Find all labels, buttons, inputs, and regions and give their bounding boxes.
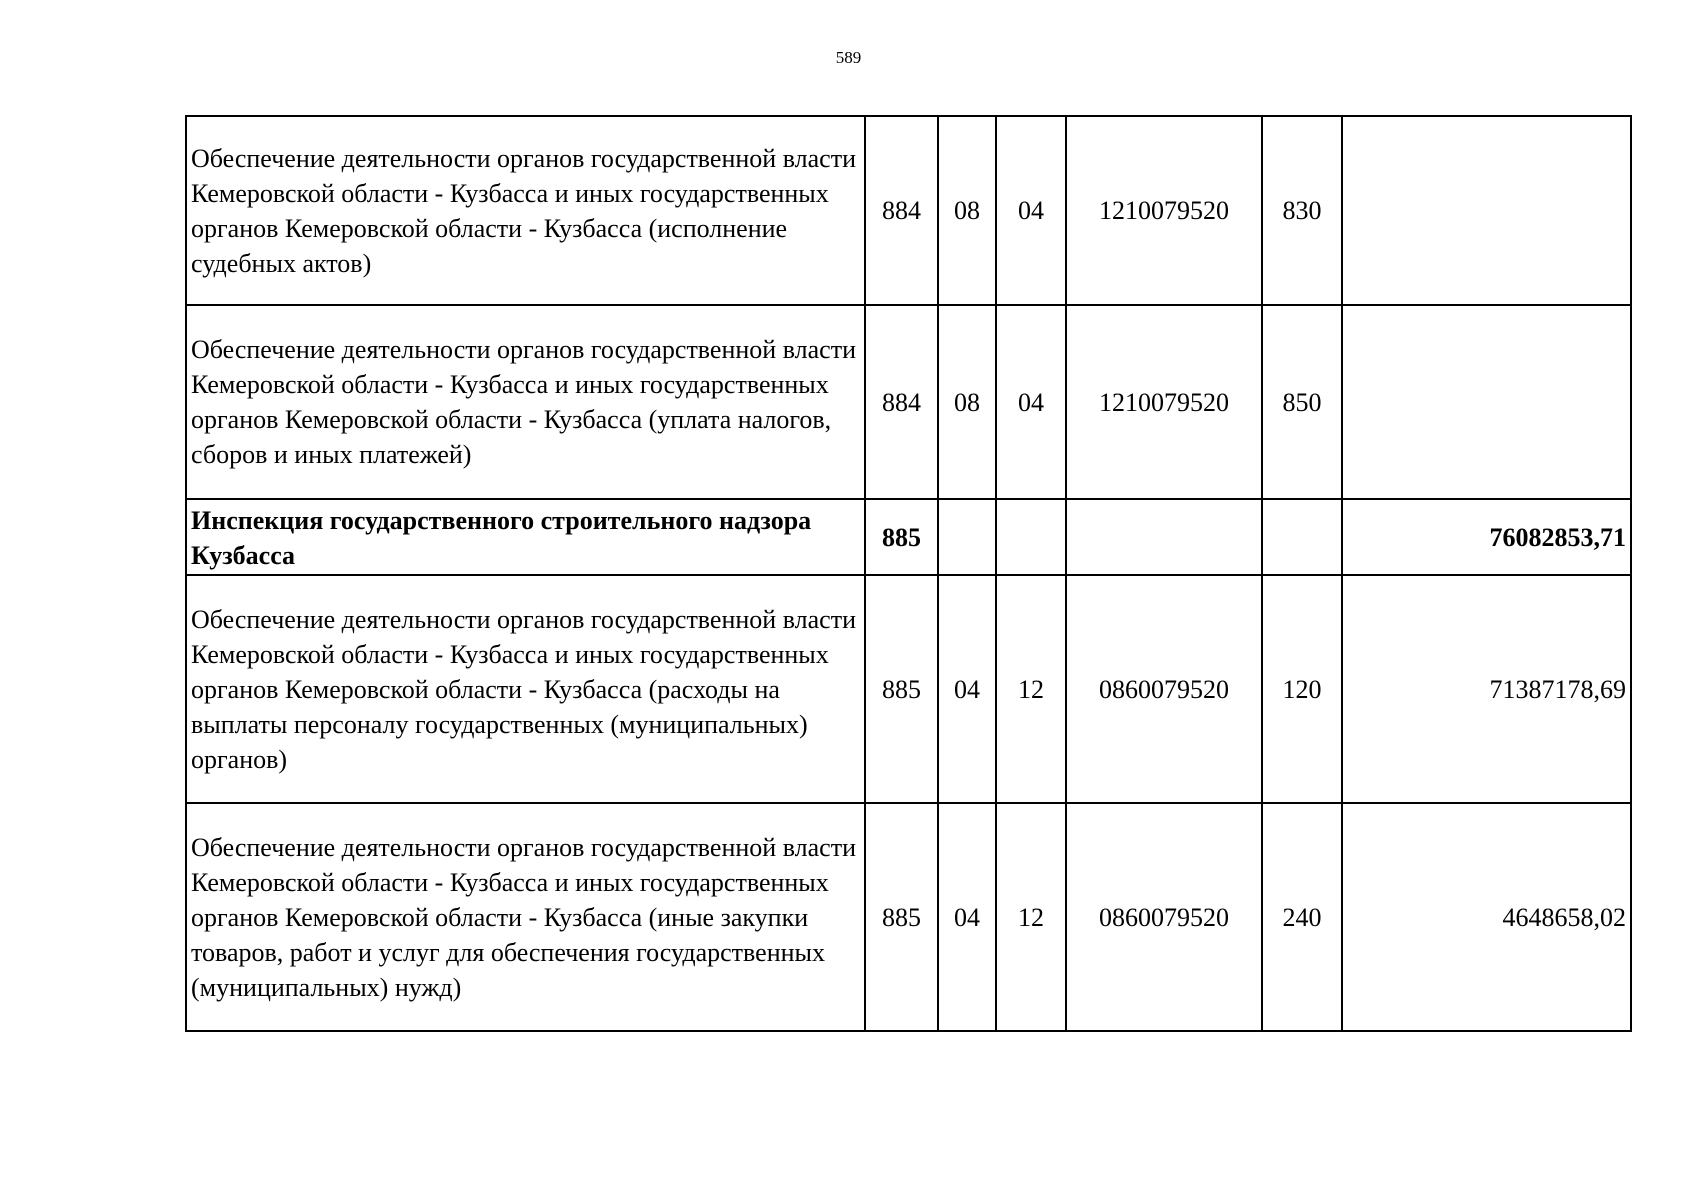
target-item-code: 1210079520 bbox=[1066, 116, 1262, 305]
subsection-code: 12 bbox=[996, 575, 1066, 803]
expense-type-code bbox=[1262, 499, 1342, 575]
amount: 76082853,71 bbox=[1342, 499, 1631, 575]
subsection-code bbox=[996, 499, 1066, 575]
amount: 71387178,69 bbox=[1342, 575, 1631, 803]
row-name: Обеспечение деятельности органов государственной власти Кемеровской области - Кузбасса и иных государственных органов Кемеровской области - Кузбасса (исполнение судебных актов) bbox=[186, 116, 865, 305]
row-name: Обеспечение деятельности органов государственной власти Кемеровской области - Кузбасса и иных государственных органов Кемеровской области - Кузбасса (расходы на выплаты персоналу государственных (муниципальных) органов) bbox=[186, 575, 865, 803]
section-code bbox=[938, 499, 996, 575]
page-number: 589 bbox=[835, 48, 862, 67]
subsection-code: 12 bbox=[996, 803, 1066, 1031]
table-row bbox=[186, 575, 1631, 803]
subsection-code: 04 bbox=[996, 116, 1066, 305]
row-name: Обеспечение деятельности органов государственной власти Кемеровской области - Кузбасса и иных государственных органов Кемеровской области - Кузбасса (уплата налогов, сборов и иных платежей) bbox=[186, 305, 865, 499]
expense-type-code: 850 bbox=[1262, 305, 1342, 499]
row-name: Обеспечение деятельности органов государственной власти Кемеровской области - Кузбасса и иных государственных органов Кемеровской области - Кузбасса (иные закупки товаров, работ и услуг для обеспечения государственных (муниципальных) нужд) bbox=[186, 803, 865, 1031]
section-code: 08 bbox=[938, 305, 996, 499]
table-row-organization bbox=[186, 499, 1631, 575]
amount: 4648658,02 bbox=[1342, 803, 1631, 1031]
expense-type-code: 830 bbox=[1262, 116, 1342, 305]
target-item-code: 0860079520 bbox=[1066, 575, 1262, 803]
ministry-code: 885 bbox=[865, 575, 938, 803]
expense-type-code: 120 bbox=[1262, 575, 1342, 803]
target-item-code: 0860079520 bbox=[1066, 803, 1262, 1031]
amount bbox=[1342, 305, 1631, 499]
table-row bbox=[186, 305, 1631, 499]
target-item-code: 1210079520 bbox=[1066, 305, 1262, 499]
target-item-code bbox=[1066, 499, 1262, 575]
ministry-code: 884 bbox=[865, 305, 938, 499]
table-row bbox=[186, 803, 1631, 1031]
amount bbox=[1342, 116, 1631, 305]
budget-table bbox=[185, 115, 1632, 1032]
expense-type-code: 240 bbox=[1262, 803, 1342, 1031]
table-row bbox=[186, 116, 1631, 305]
section-code: 08 bbox=[938, 116, 996, 305]
section-code: 04 bbox=[938, 803, 996, 1031]
ministry-code: 885 bbox=[865, 803, 938, 1031]
row-name: Инспекция государственного строительного надзора Кузбасса bbox=[186, 499, 865, 575]
section-code: 04 bbox=[938, 575, 996, 803]
ministry-code: 884 bbox=[865, 116, 938, 305]
ministry-code: 885 bbox=[865, 499, 938, 575]
subsection-code: 04 bbox=[996, 305, 1066, 499]
